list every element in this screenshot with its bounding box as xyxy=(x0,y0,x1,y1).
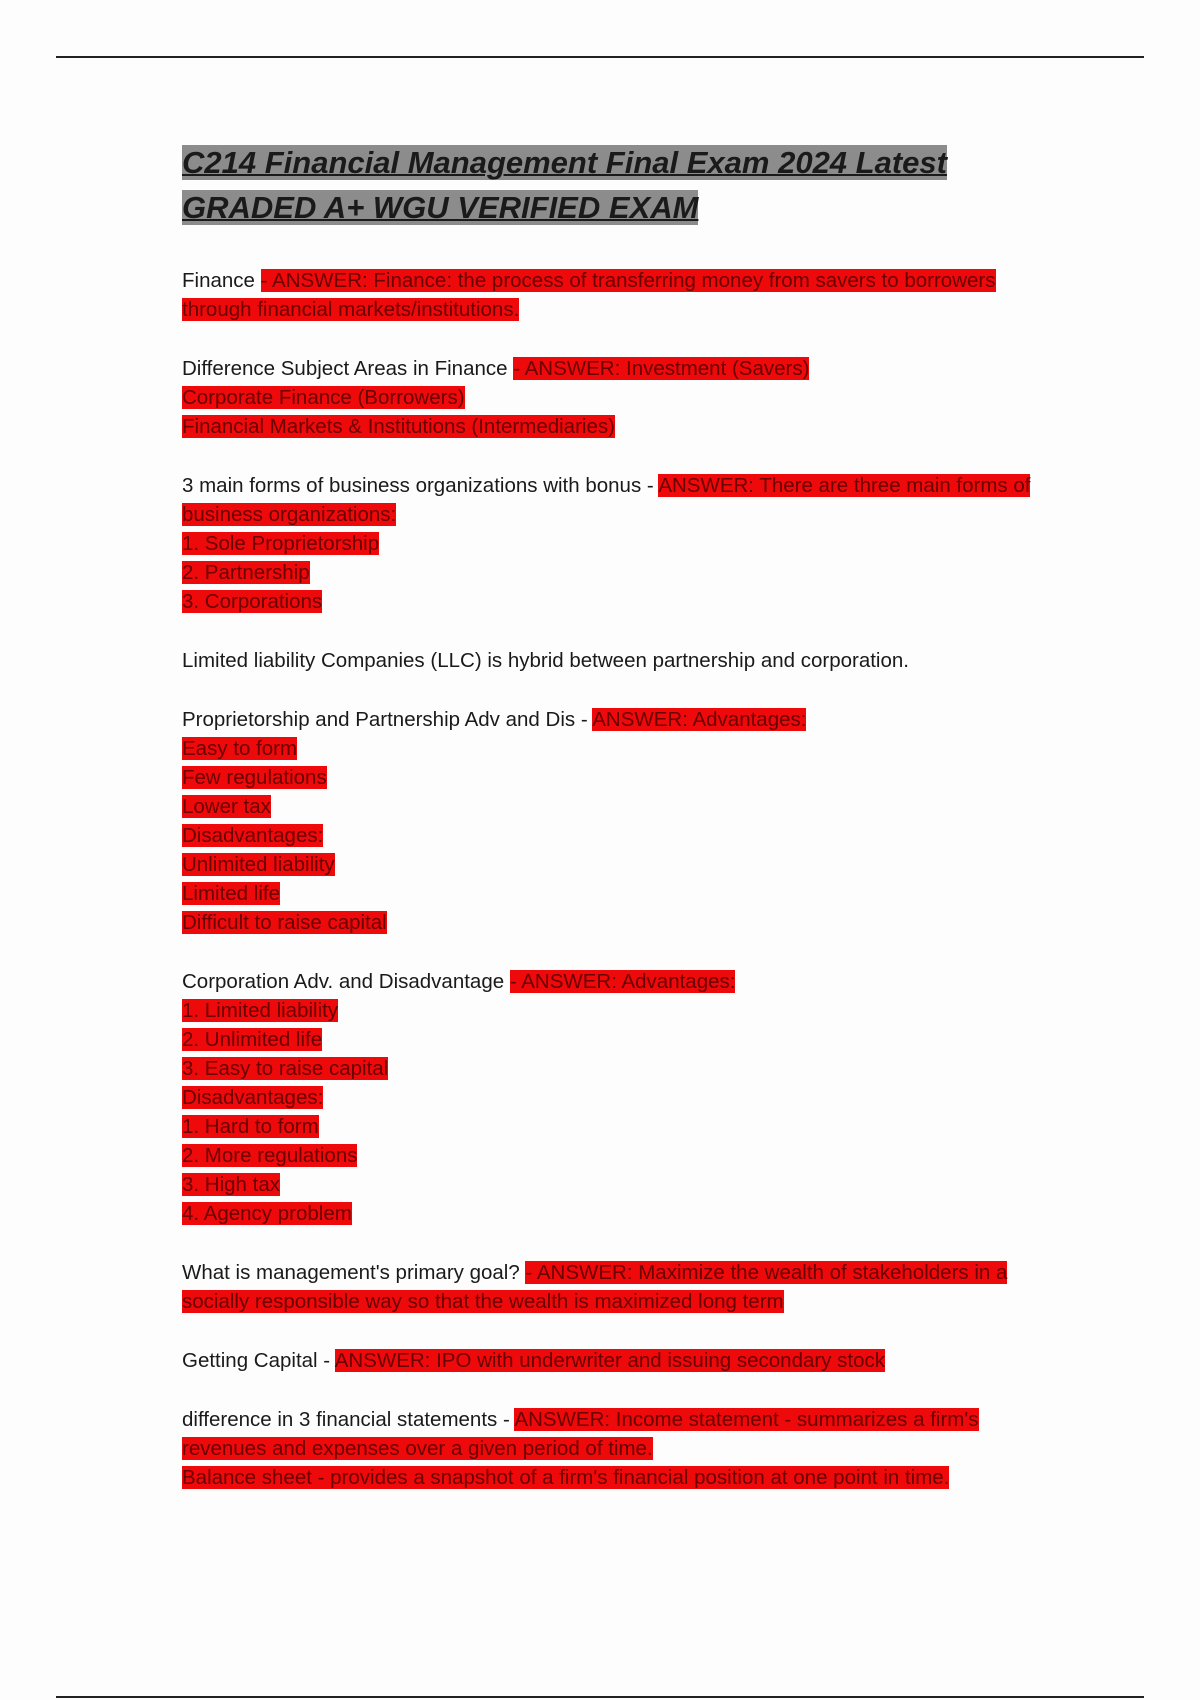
answer-highlight: ANSWER: Income statement - summarizes a firm's revenues and expenses over a given period of time. xyxy=(182,1408,979,1460)
answer-highlight: ANSWER: Advantages: xyxy=(592,708,807,731)
question-text: Getting Capital - xyxy=(182,1349,331,1372)
answer-highlight: Balance sheet - provides a snapshot of a firm's financial position at one point in time. xyxy=(182,1466,950,1489)
answer-highlight: Limited life xyxy=(182,882,280,905)
statement-text: Limited liability Companies (LLC) is hybrid between partnership and corporation. xyxy=(182,649,909,672)
qa-item xyxy=(182,1346,1042,1375)
answer-highlight: - ANSWER: Maximize the wealth of stakeholders in a socially responsible way so that the wealth is maximized long term xyxy=(182,1261,1008,1313)
question-text: Corporation Adv. and Disadvantage xyxy=(182,970,505,993)
answer-highlight: 1. Limited liability xyxy=(182,999,339,1022)
answer-highlight: Lower tax xyxy=(182,795,271,818)
question-text: 3 main forms of business organizations with bonus - xyxy=(182,474,654,497)
answer-highlight: Disadvantages: xyxy=(182,824,324,847)
answer-highlight: 3. Corporations xyxy=(182,590,323,613)
answer-highlight: 3. High tax xyxy=(182,1173,280,1196)
answer-highlight: 2. Unlimited life xyxy=(182,1028,323,1051)
answer-highlight: 4. Agency problem xyxy=(182,1202,352,1225)
qa-item xyxy=(182,471,1042,616)
answer-highlight: - ANSWER: Investment (Savers) xyxy=(513,357,810,380)
answer-highlight: Financial Markets & Institutions (Intermediaries) xyxy=(182,415,615,438)
answer-highlight: - ANSWER: Advantages: xyxy=(509,970,736,993)
question-text: Proprietorship and Partnership Adv and Dis - xyxy=(182,708,588,731)
document-title: C214 Financial Management Final Exam 2024 Latest GRADED A+ WGU VERIFIED EXAM xyxy=(182,145,947,225)
answer-highlight: 2. More regulations xyxy=(182,1144,358,1167)
answer-highlight: 2. Partnership xyxy=(182,561,310,584)
answer-highlight: ANSWER: There are three main forms of business organizations: xyxy=(182,474,1031,526)
question-text: difference in 3 financial statements - xyxy=(182,1408,510,1431)
qa-item xyxy=(182,1258,1042,1316)
answer-highlight: 3. Easy to raise capital xyxy=(182,1057,389,1080)
answer-highlight: Difficult to raise capital xyxy=(182,911,387,934)
qa-item xyxy=(182,354,1042,441)
answer-highlight: Easy to form xyxy=(182,737,298,760)
answer-highlight: Few regulations xyxy=(182,766,327,789)
qa-item xyxy=(182,1405,1042,1492)
question-text: Finance xyxy=(182,269,255,292)
qa-item xyxy=(182,705,1042,937)
top-rule xyxy=(56,56,1144,58)
answer-highlight: ANSWER: IPO with underwriter and issuing secondary stock xyxy=(334,1349,885,1372)
answer-highlight: Unlimited liability xyxy=(182,853,335,876)
answer-highlight: Corporate Finance (Borrowers) xyxy=(182,386,465,409)
answer-highlight: 1. Sole Proprietorship xyxy=(182,532,380,555)
answer-highlight: 1. Hard to form xyxy=(182,1115,319,1138)
question-text: What is management's primary goal? xyxy=(182,1261,520,1284)
bottom-rule xyxy=(56,1696,1144,1698)
document-body xyxy=(182,140,1042,1522)
answer-highlight: Disadvantages: xyxy=(182,1086,324,1109)
qa-item xyxy=(182,967,1042,1228)
qa-list xyxy=(182,266,1042,1492)
qa-item xyxy=(182,266,1042,324)
answer-highlight: - ANSWER: Finance: the process of transferring money from savers to borrowers through financial markets/institutions. xyxy=(182,269,996,321)
question-text: Difference Subject Areas in Finance xyxy=(182,357,508,380)
